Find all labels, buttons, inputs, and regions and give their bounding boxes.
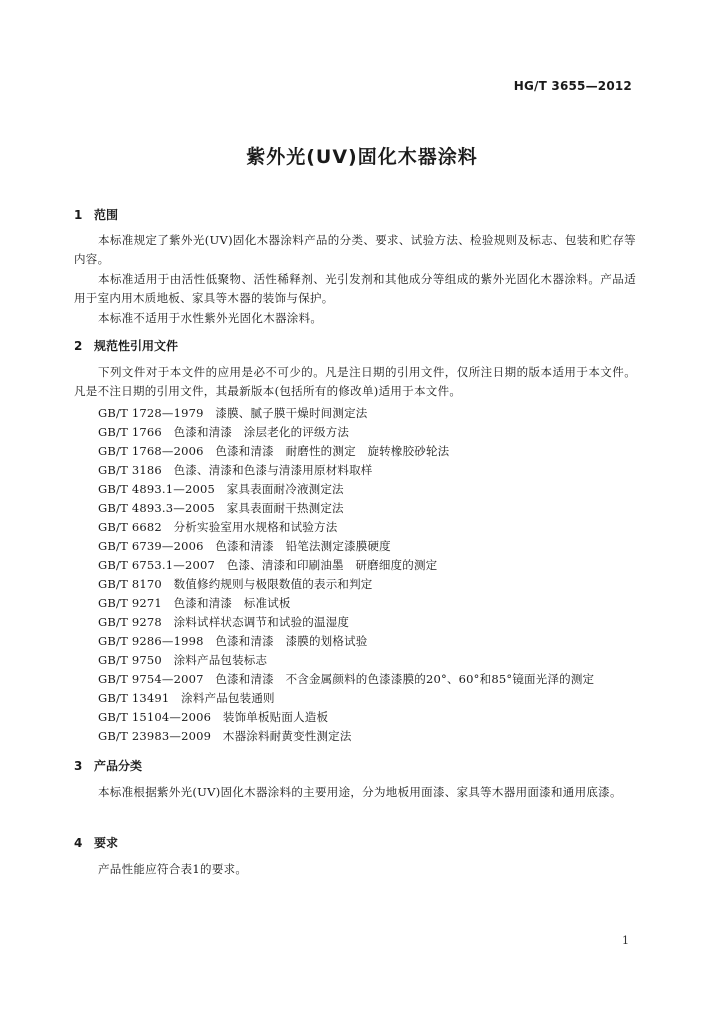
reference-item: GB/T 9286—1998 色漆和清漆 漆膜的划格试验 — [98, 634, 368, 648]
reference-item: GB/T 6682 分析实验室用水规格和试验方法 — [98, 520, 338, 534]
reference-item: GB/T 6739—2006 色漆和清漆 铅笔法测定漆膜硬度 — [98, 539, 391, 553]
reference-item: GB/T 9278 涂料试样状态调节和试验的温湿度 — [98, 615, 350, 629]
reference-item: GB/T 9271 色漆和清漆 标准试板 — [98, 596, 291, 610]
reference-item: GB/T 6753.1—2007 色漆、清漆和印刷油墨 研磨细度的测定 — [98, 558, 438, 572]
standard-code: HG/T 3655—2012 — [513, 79, 632, 93]
section-title: 范围 — [94, 208, 119, 222]
section-2-heading — [74, 337, 178, 354]
document-title: 紫外光(UV)固化木器涂料 — [246, 146, 478, 168]
section-4-paragraph-1: 产品性能应符合表1的要求。 — [98, 862, 248, 876]
reference-item: GB/T 1766 色漆和清漆 涂层老化的评级方法 — [98, 425, 350, 439]
reference-item: GB/T 13491 涂料产品包装通则 — [98, 691, 275, 705]
reference-item: GB/T 15104—2006 装饰单板贴面人造板 — [98, 710, 329, 724]
reference-item: GB/T 1728—1979 漆膜、腻子膜干燥时间测定法 — [98, 406, 368, 420]
section-title: 产品分类 — [94, 759, 143, 773]
section-number: 4 — [74, 836, 83, 850]
section-2-paragraph-1: 下列文件对于本文件的应用是必不可少的。凡是注日期的引用文件，仅所注日期的版本适用于本文件。凡是不注日期的引用文件，其最新版本(包括所有的修改单)适用于本文件。 — [74, 365, 636, 398]
section-1-heading — [74, 206, 118, 223]
reference-item: GB/T 9754—2007 色漆和清漆 不含金属颜料的色漆漆膜的20°、60°和85°镜面光泽的测定 — [98, 672, 595, 686]
reference-item: GB/T 23983—2009 木器涂料耐黄变性测定法 — [98, 729, 352, 743]
normative-reference-list — [98, 404, 658, 746]
page-number: 1 — [622, 934, 629, 947]
section-number: 2 — [74, 339, 83, 353]
section-4-heading — [74, 834, 118, 851]
section-3-heading — [74, 757, 142, 774]
reference-item: GB/T 4893.1—2005 家具表面耐冷液测定法 — [98, 482, 344, 496]
reference-item: GB/T 9750 涂料产品包装标志 — [98, 653, 268, 667]
section-1-paragraph-3: 本标准不适用于水性紫外光固化木器涂料。 — [98, 311, 323, 325]
section-number: 1 — [74, 208, 83, 222]
section-title: 要求 — [94, 836, 119, 850]
reference-item: GB/T 1768—2006 色漆和清漆 耐磨性的测定 旋转橡胶砂轮法 — [98, 444, 450, 458]
section-3-paragraph-1: 本标准根据紫外光(UV)固化木器涂料的主要用途，分为地板用面漆、家具等木器用面漆和通用底漆。 — [98, 785, 622, 799]
section-1-paragraph-1: 本标准规定了紫外光(UV)固化木器涂料产品的分类、要求、试验方法、检验规则及标志、包装和贮存等内容。 — [74, 233, 636, 266]
section-number: 3 — [74, 759, 83, 773]
reference-item: GB/T 4893.3—2005 家具表面耐干热测定法 — [98, 501, 344, 515]
section-1-paragraph-2: 本标准适用于由活性低聚物、活性稀释剂、光引发剂和其他成分等组成的紫外光固化木器涂料。产品适用于室内用木质地板、家具等木器的装饰与保护。 — [74, 272, 636, 305]
reference-item: GB/T 8170 数值修约规则与极限数值的表示和判定 — [98, 577, 373, 591]
section-title: 规范性引用文件 — [94, 339, 179, 353]
reference-item: GB/T 3186 色漆、清漆和色漆与清漆用原材料取样 — [98, 463, 373, 477]
